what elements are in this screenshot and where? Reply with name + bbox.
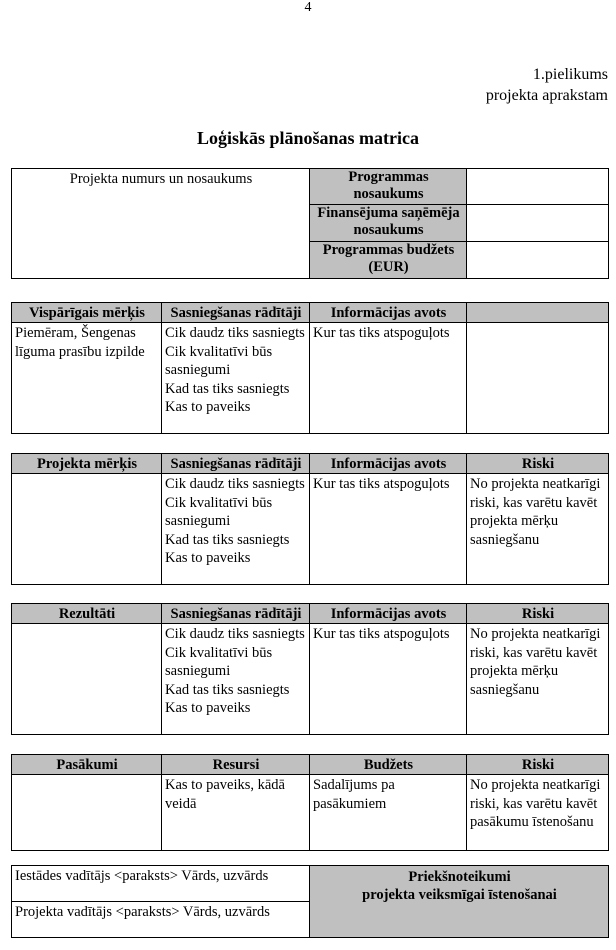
program-budget-value[interactable] xyxy=(467,242,609,279)
general-goal-table xyxy=(11,302,609,434)
institution-head-signature: Iestādes vadītājs <paraksts> Vārds, uzvārds xyxy=(12,866,310,902)
project-head-signature: Projekta vadītājs <paraksts> Vārds, uzvārds xyxy=(12,902,310,938)
general-goal-source: Kur tas tiks atspoguļots xyxy=(310,323,467,434)
indicator-how-much: Cik daudz tiks sasniegts xyxy=(165,626,305,642)
indicators-header: Sasniegšanas rādītāji xyxy=(162,604,310,624)
funding-recipient-value[interactable] xyxy=(467,205,609,242)
activities-table xyxy=(11,754,609,851)
page-number: 4 xyxy=(304,0,312,15)
indicator-when: Kad tas tiks sasniegts xyxy=(165,380,290,397)
results-table xyxy=(11,603,609,735)
info-source-header: Informācijas avots xyxy=(310,454,467,474)
activities-header: Pasākumi xyxy=(12,755,162,775)
signatures-table xyxy=(11,865,609,938)
indicators-header: Sasniegšanas rādītāji xyxy=(162,454,310,474)
results-indicators xyxy=(162,624,310,735)
project-goal-table xyxy=(11,453,609,585)
project-goal-indicators xyxy=(162,474,310,585)
funding-recipient-label: Finansējuma saņēmēja nosaukums xyxy=(310,205,467,242)
indicators-header: Sasniegšanas rādītāji xyxy=(162,303,310,323)
project-goal-header: Projekta mērķis xyxy=(12,454,162,474)
project-goal-text xyxy=(12,474,162,585)
project-goal-risks: No projekta neatkarīgi riski, kas varētu kavēt projekta mērķu sasniegšanu xyxy=(467,474,609,585)
risks-header: Riski xyxy=(467,755,609,775)
indicator-when: Kad tas tiks sasniegts xyxy=(165,681,290,698)
risks-header: Riski xyxy=(467,604,609,624)
project-goal-source: Kur tas tiks atspoguļots xyxy=(310,474,467,585)
indicator-quality: Cik kvalitatīvi būs sasniegumi xyxy=(165,343,273,378)
results-risks: No projekta neatkarīgi riski, kas varētu kavēt projekta mērķu sasniegšanu xyxy=(467,624,609,735)
indicator-when: Kad tas tiks sasniegts xyxy=(165,531,290,548)
indicator-who: Kas to paveiks xyxy=(165,550,251,566)
activities-text xyxy=(12,775,162,851)
page-title: Loģiskās plānošanas matrica xyxy=(196,128,420,148)
preconditions-line-1: Priekšnoteikumi xyxy=(408,869,511,885)
general-goal-text: Piemēram, Šengenas līguma prasību izpilde xyxy=(12,323,162,434)
appendix-line-1: 1.pielikums xyxy=(532,66,608,83)
appendix-line-2: projekta aprakstam xyxy=(485,87,608,104)
budget-header: Budžets xyxy=(310,755,467,775)
general-goal-indicators xyxy=(162,323,310,434)
indicator-who: Kas to paveiks xyxy=(165,399,251,415)
risks-header: Riski xyxy=(467,454,609,474)
indicator-quality: Cik kvalitatīvi būs sasniegumi xyxy=(165,494,273,529)
program-name-label: Programmas nosaukums xyxy=(310,169,467,205)
project-number-name-label: Projekta numurs un nosaukums xyxy=(12,169,310,279)
info-source-header: Informācijas avots xyxy=(310,303,467,323)
preconditions-line-2: projekta veiksmīgai īstenošanai xyxy=(362,887,557,903)
activities-budget: Sadalījums pa pasākumiem xyxy=(310,775,467,851)
resources-header: Resursi xyxy=(162,755,310,775)
indicator-how-much: Cik daudz tiks sasniegts xyxy=(165,476,305,492)
empty-header xyxy=(467,303,609,323)
info-source-header: Informācijas avots xyxy=(310,604,467,624)
program-budget-label: Programmas budžets (EUR) xyxy=(310,242,467,279)
preconditions-header xyxy=(310,866,609,938)
indicator-how-much: Cik daudz tiks sasniegts xyxy=(165,325,305,341)
general-goal-header: Vispārīgais mērķis xyxy=(12,303,162,323)
project-header-table xyxy=(11,168,609,279)
results-header: Rezultāti xyxy=(12,604,162,624)
indicator-who: Kas to paveiks xyxy=(165,700,251,716)
activities-risks: No projekta neatkarīgi riski, kas varētu kavēt pasākumu īstenošanu xyxy=(467,775,609,851)
appendix-note xyxy=(486,64,608,106)
program-name-value[interactable] xyxy=(467,169,609,205)
indicator-quality: Cik kvalitatīvi būs sasniegumi xyxy=(165,644,273,679)
activities-resources: Kas to paveiks, kādā veidā xyxy=(162,775,310,851)
results-text xyxy=(12,624,162,735)
results-source: Kur tas tiks atspoguļots xyxy=(310,624,467,735)
general-goal-empty-cell xyxy=(467,323,609,434)
